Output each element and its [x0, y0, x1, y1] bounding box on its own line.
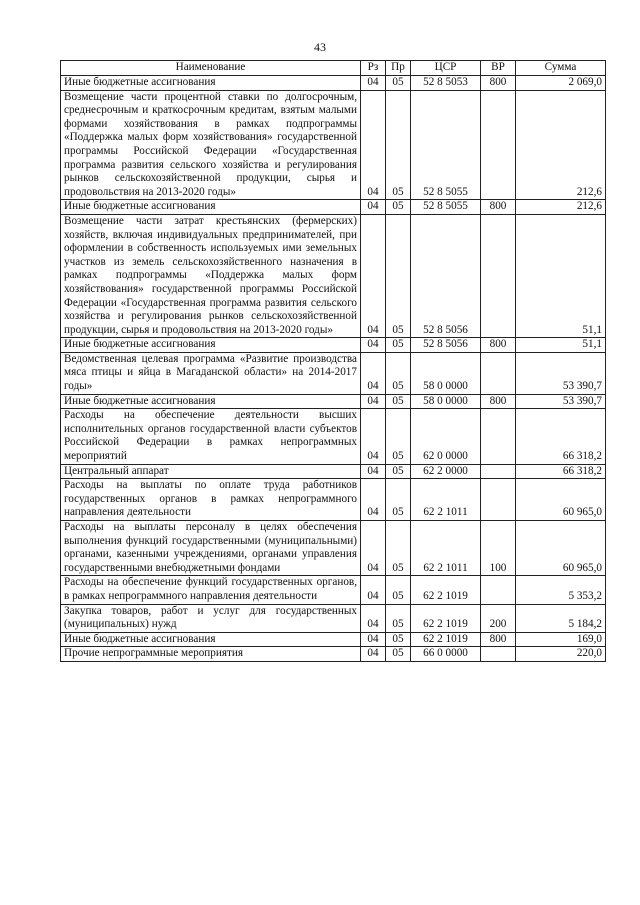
cell-vr [481, 352, 516, 394]
cell-name: Расходы на выплаты по оплате труда работников государственных органов в рамках непрограммного направления деятельности [61, 479, 361, 521]
cell-vr [481, 214, 516, 337]
cell-rz: 04 [361, 394, 386, 409]
table-row [61, 632, 606, 647]
header-sum: Сумма [516, 61, 606, 76]
cell-sum: 51,1 [516, 214, 606, 337]
cell-csr: 52 8 5055 [411, 90, 481, 200]
cell-vr [481, 576, 516, 604]
cell-csr: 52 8 5056 [411, 214, 481, 337]
table-header-row [61, 61, 606, 76]
cell-pr: 05 [386, 200, 411, 215]
cell-name: Иные бюджетные ассигнования [61, 394, 361, 409]
cell-rz: 04 [361, 647, 386, 662]
table-row [61, 200, 606, 215]
cell-pr: 05 [386, 647, 411, 662]
cell-rz: 04 [361, 576, 386, 604]
cell-csr: 62 2 1019 [411, 604, 481, 632]
cell-rz: 04 [361, 200, 386, 215]
page-number: 43 [314, 40, 326, 54]
cell-sum: 66 318,2 [516, 464, 606, 479]
cell-csr: 62 2 0000 [411, 464, 481, 479]
cell-name: Иные бюджетные ассигнования [61, 200, 361, 215]
cell-pr: 05 [386, 214, 411, 337]
cell-name: Возмещение части затрат крестьянских (фермерских) хозяйств, включая индивидуальных предпринимателей, при оформлении в собственность используемых ими земельных участков из земель сельскохозяйственного назначения в рамках подпрограммы «Поддержка малых форм хозяйствования» государственной программы Российской Федерации «Государственная программа развития сельского хозяйства и регулирования рынков сельскохозяйственной продукции, сырья и продовольствия на 2013-2020 годы» [61, 214, 361, 337]
cell-sum: 2 069,0 [516, 76, 606, 91]
cell-pr: 05 [386, 479, 411, 521]
cell-pr: 05 [386, 76, 411, 91]
table-row [61, 409, 606, 464]
cell-name: Прочие непрограммные мероприятия [61, 647, 361, 662]
cell-sum: 60 965,0 [516, 521, 606, 576]
cell-rz: 04 [361, 632, 386, 647]
cell-rz: 04 [361, 352, 386, 394]
cell-sum: 53 390,7 [516, 394, 606, 409]
cell-name: Иные бюджетные ассигнования [61, 632, 361, 647]
table-row [61, 214, 606, 337]
cell-sum: 212,6 [516, 90, 606, 200]
cell-csr: 52 8 5053 [411, 76, 481, 91]
table-row [61, 521, 606, 576]
cell-pr: 05 [386, 90, 411, 200]
cell-name: Иные бюджетные ассигнования [61, 76, 361, 91]
cell-vr: 100 [481, 521, 516, 576]
cell-csr: 66 0 0000 [411, 647, 481, 662]
cell-csr: 62 0 0000 [411, 409, 481, 464]
cell-rz: 04 [361, 214, 386, 337]
cell-name: Расходы на выплаты персоналу в целях обеспечения выполнения функций государственными (муниципальными) органами, казенными учреждениями, органами управления государственными внебюджетными фондами [61, 521, 361, 576]
cell-csr: 52 8 5055 [411, 200, 481, 215]
cell-vr: 800 [481, 338, 516, 353]
table-row [61, 604, 606, 632]
cell-pr: 05 [386, 352, 411, 394]
cell-name: Расходы на обеспечение деятельности высших исполнительных органов государственной власти субъектов Российской Федерации в рамках непрограммных мероприятий [61, 409, 361, 464]
header-pr: Пр [386, 61, 411, 76]
table-row [61, 464, 606, 479]
cell-pr: 05 [386, 464, 411, 479]
cell-vr [481, 90, 516, 200]
cell-sum: 51,1 [516, 338, 606, 353]
table-row [61, 576, 606, 604]
cell-rz: 04 [361, 479, 386, 521]
cell-sum: 212,6 [516, 200, 606, 215]
cell-csr: 62 2 1011 [411, 521, 481, 576]
cell-csr: 62 2 1019 [411, 576, 481, 604]
cell-rz: 04 [361, 464, 386, 479]
cell-vr: 800 [481, 394, 516, 409]
cell-sum: 5 184,2 [516, 604, 606, 632]
cell-rz: 04 [361, 76, 386, 91]
cell-csr: 58 0 0000 [411, 394, 481, 409]
cell-sum: 169,0 [516, 632, 606, 647]
cell-csr: 62 2 1019 [411, 632, 481, 647]
cell-name: Центральный аппарат [61, 464, 361, 479]
cell-pr: 05 [386, 576, 411, 604]
cell-name: Ведомственная целевая программа «Развитие производства мяса птицы и яйца в Магаданской области» на 2014-2017 годы» [61, 352, 361, 394]
cell-vr: 200 [481, 604, 516, 632]
cell-pr: 05 [386, 521, 411, 576]
header-name: Наименование [61, 61, 361, 76]
table-row [61, 352, 606, 394]
cell-pr: 05 [386, 394, 411, 409]
header-rz: Рз [361, 61, 386, 76]
table-row [61, 479, 606, 521]
cell-csr: 62 2 1011 [411, 479, 481, 521]
cell-name: Возмещение части процентной ставки по долгосрочным, среднесрочным и краткосрочным кредитам, взятым малыми формами хозяйствования в рамках подпрограммы «Поддержка малых форм хозяйствования» государственной программы Российской Федерации «Государственная программа развития сельского хозяйства и регулирования рынков сельскохозяйственной продукции, сырья и продовольствия на 2013-2020 годы» [61, 90, 361, 200]
budget-table [60, 60, 606, 662]
cell-vr [481, 464, 516, 479]
table-row [61, 338, 606, 353]
cell-pr: 05 [386, 338, 411, 353]
cell-rz: 04 [361, 338, 386, 353]
cell-sum: 53 390,7 [516, 352, 606, 394]
cell-sum: 60 965,0 [516, 479, 606, 521]
cell-rz: 04 [361, 521, 386, 576]
header-csr: ЦСР [411, 61, 481, 76]
cell-vr: 800 [481, 76, 516, 91]
cell-vr [481, 479, 516, 521]
cell-vr [481, 409, 516, 464]
cell-csr: 52 8 5056 [411, 338, 481, 353]
table-row [61, 76, 606, 91]
cell-sum: 220,0 [516, 647, 606, 662]
cell-sum: 66 318,2 [516, 409, 606, 464]
cell-rz: 04 [361, 90, 386, 200]
cell-pr: 05 [386, 632, 411, 647]
cell-vr: 800 [481, 200, 516, 215]
cell-name: Расходы на обеспечение функций государственных органов, в рамках непрограммного направления деятельности [61, 576, 361, 604]
cell-pr: 05 [386, 604, 411, 632]
header-vr: ВР [481, 61, 516, 76]
table-body [61, 76, 606, 662]
cell-sum: 5 353,2 [516, 576, 606, 604]
cell-csr: 58 0 0000 [411, 352, 481, 394]
cell-vr [481, 647, 516, 662]
cell-rz: 04 [361, 604, 386, 632]
cell-name: Иные бюджетные ассигнования [61, 338, 361, 353]
table-row [61, 90, 606, 200]
cell-rz: 04 [361, 409, 386, 464]
cell-vr: 800 [481, 632, 516, 647]
table-row [61, 647, 606, 662]
table-row [61, 394, 606, 409]
cell-name: Закупка товаров, работ и услуг для государственных (муниципальных) нужд [61, 604, 361, 632]
cell-pr: 05 [386, 409, 411, 464]
